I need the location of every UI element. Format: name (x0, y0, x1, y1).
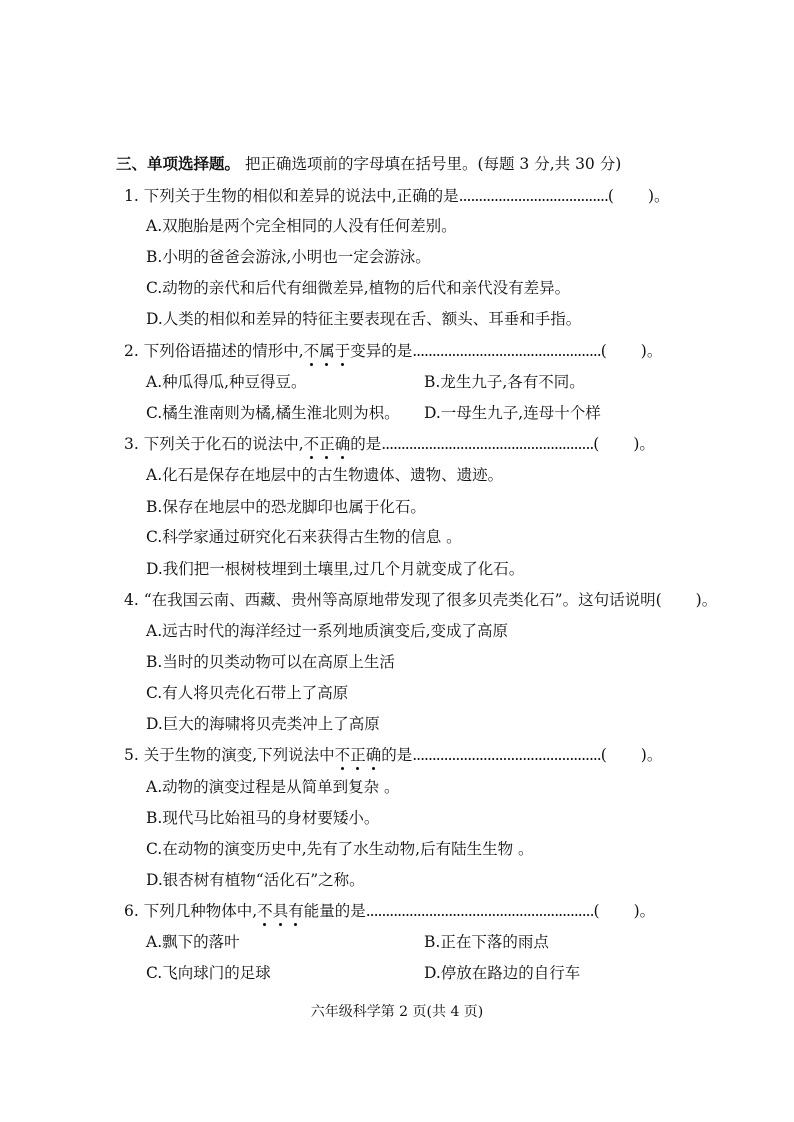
emphasis-char: 不 (257, 902, 273, 920)
question-text: 下列俗语描述的情形中, (143, 342, 304, 360)
emphasis-char: 正 (350, 746, 366, 764)
section-title: 三、单项选择题。 (116, 154, 241, 173)
question-6-option-b: B.正在下落的雨点 (424, 933, 549, 951)
question-text: “在我国云南、西藏、贵州等高原地带发现了很多贝壳类化石”。这句话说明 (143, 591, 656, 609)
question-text-rest: 变异的是 (350, 342, 413, 360)
page-footer: 六年级科学第 2 页(共 4 页) (310, 1004, 484, 1020)
dot-leader: ................................................ (412, 746, 601, 764)
question-6-option-d: D.停放在路边的自行车 (424, 964, 581, 982)
answer-paren-close: )。 (695, 591, 718, 609)
question-text: 关于生物的演变,下列说法中 (143, 746, 335, 764)
emphasis-char: 确 (365, 746, 382, 764)
question-text-rest: 的是 (350, 435, 382, 453)
question-number: 5. (124, 746, 139, 764)
question-3-option-b: B.保存在地层中的恐龙脚印也属于化石。 (146, 498, 426, 516)
emphasis-char: 不 (303, 342, 320, 360)
emphasis-char: 正 (319, 435, 335, 453)
question-number: 3. (124, 435, 139, 453)
section-heading (116, 154, 621, 174)
answer-paren-close: )。 (647, 187, 670, 205)
section-instruction: 把正确选项前的字母填在括号里。(每题 3 分,共 30 分) (244, 155, 622, 173)
question-2-stem (124, 341, 662, 361)
question-3-option-a: A.化石是保存在地层中的古生物遗体、遗物、遗迹。 (146, 466, 504, 484)
question-5-option-c: C.在动物的演变历史中,先有了水生动物,后有陆生生物 。 (146, 840, 534, 858)
emphasis-char: 具 (272, 902, 289, 920)
emphasis-char: 确 (334, 435, 351, 453)
question-2-option-c: C.橘生淮南则为橘,橘生淮北则为枳。 (146, 404, 400, 422)
question-5-option-d: D.银杏树有植物“活化石”之称。 (146, 871, 365, 889)
dot-leader: ................................................ (412, 342, 601, 360)
question-6-stem (124, 901, 655, 921)
question-2-option-b: B.龙生九子,各有不同。 (424, 373, 585, 391)
question-5-option-a: A.动物的演变过程是从简单到复杂 。 (146, 778, 400, 796)
emphasis-char: 属 (319, 342, 335, 360)
answer-paren-open: ( (655, 591, 662, 609)
emphasis-char: 有 (288, 902, 304, 920)
question-2-option-a: A.种瓜得瓜,种豆得豆。 (146, 373, 307, 391)
emphasized-keyword (335, 746, 382, 764)
question-4-option-c: C.有人将贝壳化石带上了高原 (146, 684, 349, 702)
answer-paren-close: )。 (640, 746, 663, 764)
question-4-option-b: B.当时的贝类动物可以在高原上生活 (146, 653, 395, 671)
answer-paren-close: )。 (640, 342, 663, 360)
question-6-option-c: C.飞向球门的足球 (146, 964, 271, 982)
question-4-stem (124, 590, 717, 610)
emphasized-keyword (304, 342, 351, 360)
question-3-option-d: D.我们把一根树枝埋到土壤里,过几个月就变成了化石。 (146, 560, 525, 578)
question-1-option-c: C.动物的亲代和后代有细微差异,植物的后代和亲代没有差异。 (146, 279, 571, 297)
emphasis-char: 不 (303, 435, 320, 453)
answer-paren-open: ( (607, 187, 614, 205)
question-3-stem (124, 434, 655, 454)
emphasized-keyword (304, 435, 351, 453)
question-text: 下列关于化石的说法中, (143, 435, 304, 453)
question-3-option-c: C.科学家通过研究化石来获得古生物的信息 。 (146, 528, 462, 546)
question-5-option-b: B.现代马比始祖马的身材要矮小。 (146, 809, 380, 827)
answer-paren-close: )。 (633, 435, 655, 453)
question-1-option-d: D.人类的相似和差异的特征主要表现在舌、额头、耳垂和手指。 (146, 310, 582, 328)
emphasis-char: 于 (334, 342, 351, 360)
question-number: 4. (124, 591, 139, 609)
question-text: 下列几种物体中, (143, 902, 258, 920)
question-number: 1. (124, 187, 139, 205)
question-4-option-d: D.巨大的海啸将贝壳类冲上了高原 (146, 715, 380, 733)
question-1-option-a: A.双胞胎是两个完全相同的人没有任何差别。 (146, 217, 457, 235)
emphasized-keyword (257, 902, 304, 920)
question-text-rest: 能量的是 (303, 902, 366, 920)
question-number: 2. (124, 342, 139, 360)
emphasis-char: 不 (334, 746, 351, 764)
answer-paren-open: ( (593, 902, 600, 920)
dot-leader: ...................................................... (381, 435, 594, 453)
question-number: 6. (124, 902, 139, 920)
question-text: 下列关于生物的相似和差异的说法中,正确的是 (143, 187, 459, 205)
question-6-option-a: A.飘下的落叶 (146, 933, 240, 951)
question-1-stem (124, 186, 670, 206)
answer-paren-open: ( (600, 342, 607, 360)
answer-paren-open: ( (600, 746, 607, 764)
dot-leader: .......................................................... (365, 902, 594, 920)
question-1-option-b: B.小明的爸爸会游泳,小明也一定会游泳。 (146, 248, 431, 266)
question-text-rest: 的是 (381, 746, 413, 764)
answer-paren-open: ( (593, 435, 600, 453)
dot-leader: ...................................... (458, 187, 608, 205)
question-5-stem (124, 745, 662, 765)
answer-paren-close: )。 (633, 902, 656, 920)
question-4-option-a: A.远古时代的海洋经过一系列地质演变后,变成了高原 (146, 622, 509, 640)
question-2-option-d: D.一母生九子,连母十个样 (424, 404, 601, 422)
